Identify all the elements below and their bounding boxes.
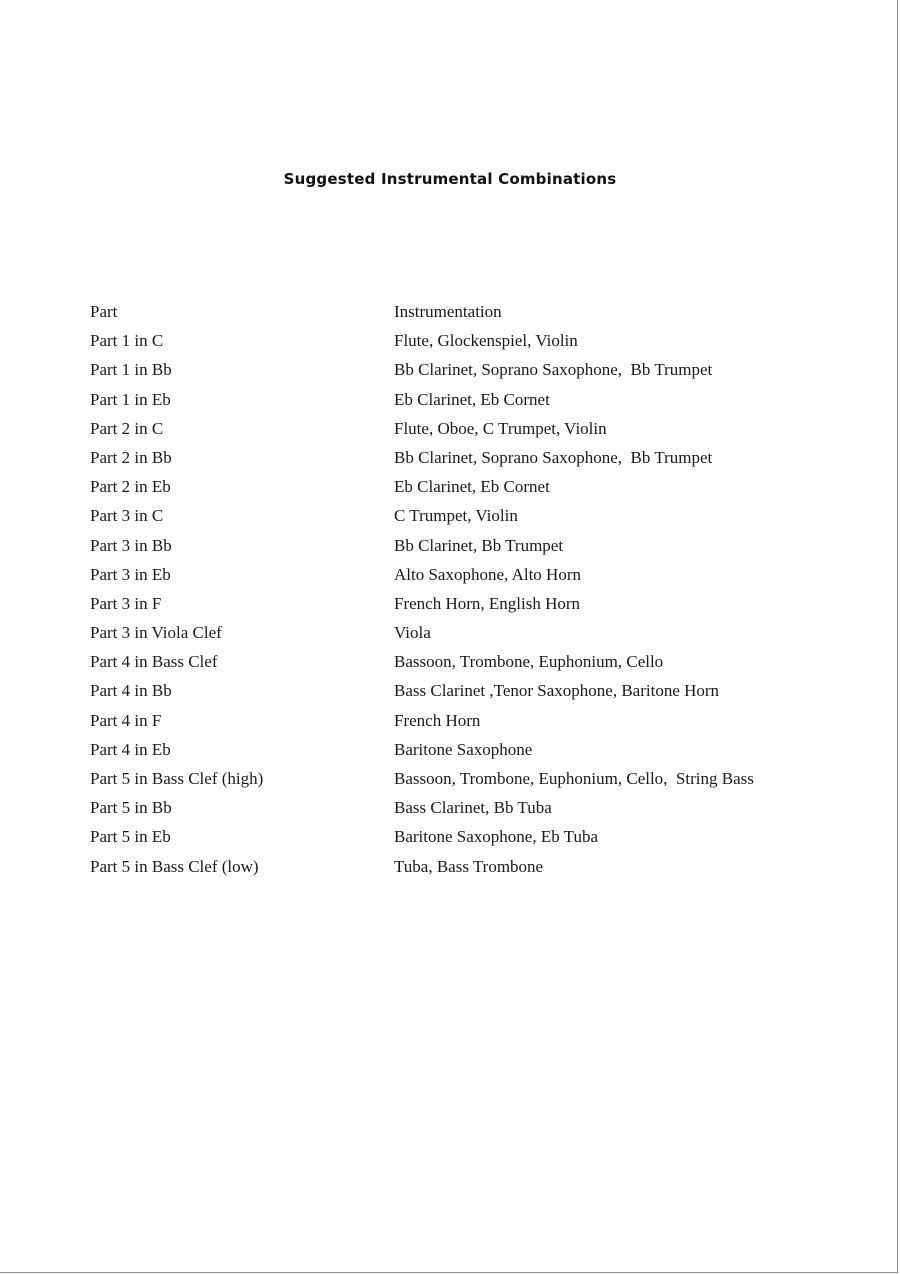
part-cell: Part 3 in F (90, 593, 162, 613)
instrumentation-cell: Eb Clarinet, Eb Cornet (394, 389, 550, 409)
instrumentation-cell: Bb Clarinet, Bb Trumpet (394, 535, 564, 555)
part-cell: Part 5 in Bass Clef (high) (90, 769, 264, 788)
table-row (90, 676, 850, 705)
table-row (90, 472, 850, 501)
part-cell: Part 5 in Bass Clef (low) (90, 856, 259, 876)
part-cell: Part 3 in Viola Clef (90, 623, 222, 643)
header-instrumentation: Instrumentation (394, 302, 502, 321)
part-cell: Part 1 in Bb (90, 360, 172, 380)
table-row (90, 355, 850, 384)
table-header-row (90, 297, 850, 326)
part-cell: Part 1 in C (90, 331, 164, 351)
part-cell: Part 4 in Bass Clef (90, 652, 218, 672)
part-cell: Part 5 in Eb (90, 827, 171, 847)
page-title: Suggested Instrumental Combinations (283, 170, 617, 188)
header-part: Part (90, 302, 118, 321)
part-cell: Part 2 in C (90, 418, 164, 438)
table-row (90, 793, 850, 822)
instrumentation-cell: Bass Clarinet, Bb Tuba (394, 798, 552, 818)
part-cell: Part 3 in Bb (90, 535, 172, 555)
table-row (90, 618, 850, 647)
instrumentation-cell: Eb Clarinet, Eb Cornet (394, 477, 550, 497)
table-row (90, 560, 850, 589)
table-row (90, 852, 850, 881)
instrumentation-cell: Alto Saxophone, Alto Horn (394, 564, 581, 584)
table-row (90, 443, 850, 472)
part-cell: Part 5 in Bb (90, 798, 172, 818)
table-row (90, 414, 850, 443)
instrumentation-cell: Flute, Oboe, C Trumpet, Violin (394, 418, 607, 438)
part-cell: Part 2 in Bb (90, 447, 172, 467)
instrumentation-cell: Bb Clarinet, Soprano Saxophone, Bb Trumpet (394, 447, 713, 467)
table-row (90, 385, 850, 414)
table-row (90, 326, 850, 355)
table-row (90, 764, 850, 793)
instrumentation-cell: Bass Clarinet ,Tenor Saxophone, Baritone Horn (394, 681, 720, 701)
table-row (90, 706, 850, 735)
part-cell: Part 4 in Bb (90, 681, 172, 701)
part-cell: Part 4 in Eb (90, 739, 171, 759)
instrumentation-cell: Bassoon, Trombone, Euphonium, Cello (394, 652, 664, 672)
part-cell: Part 1 in Eb (90, 389, 171, 409)
instrumentation-cell: Baritone Saxophone, Eb Tuba (394, 827, 598, 847)
instrumentation-cell: French Horn (394, 710, 481, 730)
instrumentation-cell: Bassoon, Trombone, Euphonium, Cello, String Bass (394, 769, 754, 788)
part-cell: Part 2 in Eb (90, 477, 171, 497)
table-row (90, 647, 850, 676)
part-cell: Part 3 in C (90, 506, 164, 526)
part-cell: Part 3 in Eb (90, 564, 171, 584)
table-row (90, 735, 850, 764)
part-cell: Part 4 in F (90, 710, 162, 730)
instrumentation-cell: Tuba, Bass Trombone (394, 856, 544, 876)
instrumentation-cell: Baritone Saxophone (394, 739, 533, 759)
instrumentation-table (90, 297, 850, 881)
table-row (90, 531, 850, 560)
table-row (90, 501, 850, 530)
table-row (90, 589, 850, 618)
instrumentation-cell: C Trumpet, Violin (394, 506, 518, 526)
instrumentation-cell: French Horn, English Horn (394, 593, 581, 613)
instrumentation-cell: Flute, Glockenspiel, Violin (394, 331, 578, 351)
instrumentation-cell: Viola (394, 623, 431, 643)
instrumentation-cell: Bb Clarinet, Soprano Saxophone, Bb Trumpet (394, 360, 713, 380)
table-row (90, 822, 850, 851)
